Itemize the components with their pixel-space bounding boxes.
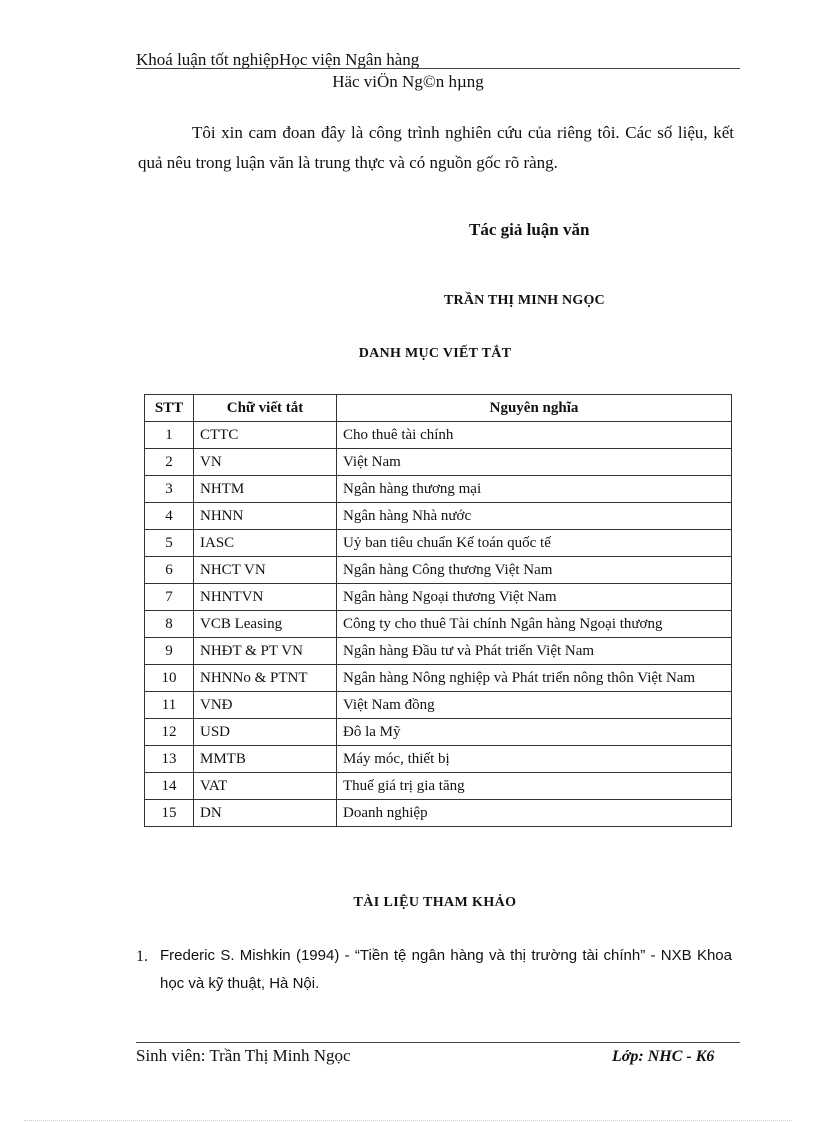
cell-meaning: Việt Nam: [337, 449, 732, 476]
footer-class: Lớp: NHC - K6: [612, 1048, 715, 1065]
table-row: [145, 773, 732, 800]
cell-meaning: Việt Nam đồng: [337, 692, 732, 719]
cell-stt: 7: [145, 584, 194, 611]
header-divider: [136, 68, 740, 69]
author-name: TRẦN THỊ MINH NGỌC: [444, 293, 605, 308]
cell-meaning: Thuế giá trị gia tăng: [337, 773, 732, 800]
cell-meaning: Đô la Mỹ: [337, 719, 732, 746]
cell-stt: 2: [145, 449, 194, 476]
page-bottom-dotted-line: [24, 1120, 792, 1121]
abbreviations-table-body: [145, 422, 732, 827]
reference-text: Frederic S. Mishkin (1994) - “Tiền tệ ngân hàng và thị trường tài chính” - NXB Khoa học và kỹ thuật, Hà Nội.: [160, 947, 732, 992]
cell-abbreviation: NHĐT & PT VN: [194, 638, 337, 665]
table-row: [145, 800, 732, 827]
cell-stt: 13: [145, 746, 194, 773]
footer-divider: [136, 1042, 740, 1043]
cell-abbreviation: NHCT VN: [194, 557, 337, 584]
cell-stt: 8: [145, 611, 194, 638]
cell-meaning: Ngân hàng Nhà nước: [337, 503, 732, 530]
cell-stt: 15: [145, 800, 194, 827]
cell-abbreviation: MMTB: [194, 746, 337, 773]
cell-abbreviation: NHNTVN: [194, 584, 337, 611]
cell-stt: 12: [145, 719, 194, 746]
cell-stt: 5: [145, 530, 194, 557]
footer-student: Sinh viên: Trần Thị Minh Ngọc: [136, 1046, 351, 1065]
table-row: [145, 584, 732, 611]
column-header-meaning: Nguyên nghĩa: [337, 395, 732, 422]
cell-abbreviation: DN: [194, 800, 337, 827]
cell-abbreviation: VN: [194, 449, 337, 476]
cell-stt: 1: [145, 422, 194, 449]
cell-meaning: Ngân hàng thương mại: [337, 476, 732, 503]
cell-meaning: Uỷ ban tiêu chuẩn Kế toán quốc tế: [337, 530, 732, 557]
table-row: [145, 422, 732, 449]
cell-abbreviation: IASC: [194, 530, 337, 557]
header-subtitle: Häc viÖn Ng©n hµng: [332, 72, 484, 91]
table-row: [145, 557, 732, 584]
cell-abbreviation: NHTM: [194, 476, 337, 503]
cell-abbreviation: VCB Leasing: [194, 611, 337, 638]
table-row: [145, 719, 732, 746]
cell-meaning: Ngân hàng Đầu tư và Phát triển Việt Nam: [337, 638, 732, 665]
column-header-abbreviation: Chữ viết tắt: [194, 395, 337, 422]
table-row: [145, 638, 732, 665]
header-title: Khoá luận tốt nghiệpHọc viện Ngân hàng: [136, 50, 420, 69]
cell-abbreviation: NHNNo & PTNT: [194, 665, 337, 692]
cell-stt: 11: [145, 692, 194, 719]
cell-stt: 3: [145, 476, 194, 503]
cell-meaning: Ngân hàng Nông nghiệp và Phát triển nông thôn Việt Nam: [337, 665, 732, 692]
author-title: Tác giả luận văn: [469, 220, 590, 239]
cell-stt: 4: [145, 503, 194, 530]
table-row: [145, 665, 732, 692]
cell-stt: 14: [145, 773, 194, 800]
abbreviations-table: [144, 394, 732, 827]
cell-meaning: Cho thuê tài chính: [337, 422, 732, 449]
references-title: TÀI LIỆU THAM KHẢO: [353, 895, 517, 910]
cell-abbreviation: VNĐ: [194, 692, 337, 719]
table-row: [145, 692, 732, 719]
cell-meaning: Ngân hàng Ngoại thương Việt Nam: [337, 584, 732, 611]
cell-meaning: Máy móc, thiết bị: [337, 746, 732, 773]
cell-abbreviation: NHNN: [194, 503, 337, 530]
cell-meaning: Doanh nghiệp: [337, 800, 732, 827]
table-row: [145, 611, 732, 638]
table-header-row: [145, 395, 732, 422]
cell-stt: 10: [145, 665, 194, 692]
cell-meaning: Ngân hàng Công thương Việt Nam: [337, 557, 732, 584]
abbreviations-title: DANH MỤC VIẾT TẮT: [358, 346, 512, 361]
cell-abbreviation: CTTC: [194, 422, 337, 449]
reference-number: 1.: [136, 948, 148, 965]
table-row: [145, 530, 732, 557]
column-header-stt: STT: [145, 395, 194, 422]
cell-stt: 9: [145, 638, 194, 665]
table-row: [145, 746, 732, 773]
table-row: [145, 476, 732, 503]
cell-meaning: Công ty cho thuê Tài chính Ngân hàng Ngoại thương: [337, 611, 732, 638]
table-row: [145, 503, 732, 530]
cell-abbreviation: USD: [194, 719, 337, 746]
table-row: [145, 449, 732, 476]
declaration-paragraph: Tôi xin cam đoan đây là công trình nghiên cứu của riêng tôi. Các số liệu, kết quả nêu trong luận văn là trung thực và có nguồn gốc rõ ràng.: [138, 123, 734, 172]
cell-abbreviation: VAT: [194, 773, 337, 800]
cell-stt: 6: [145, 557, 194, 584]
